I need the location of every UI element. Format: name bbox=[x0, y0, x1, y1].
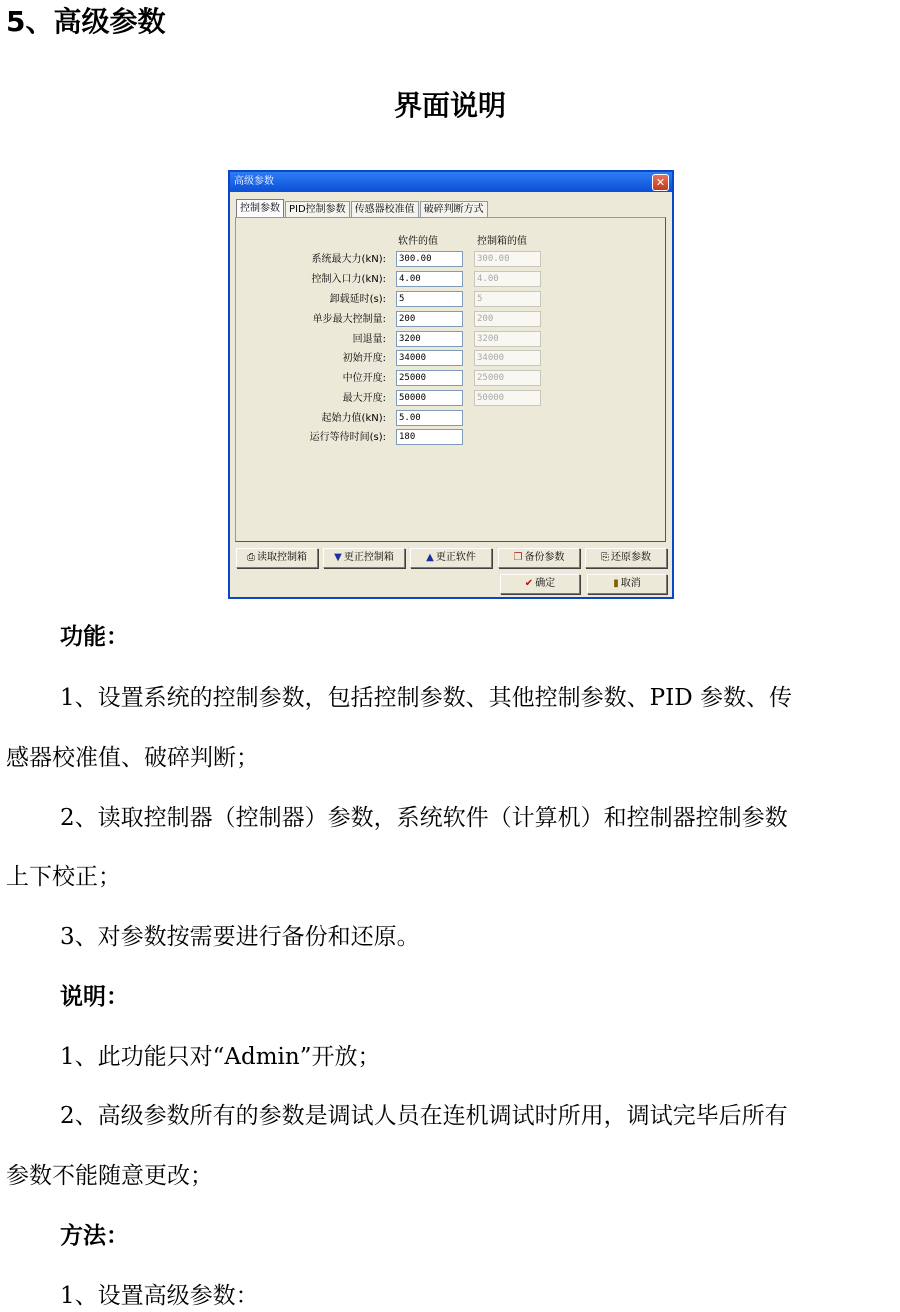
method-heading: 方法： bbox=[60, 1223, 129, 1249]
function-item-1-line-2: 感器校准值、破碎判断； bbox=[6, 745, 259, 771]
software-value-field[interactable]: 200 bbox=[396, 311, 463, 327]
box-value-field: 5 bbox=[474, 291, 541, 307]
software-value-field[interactable]: 3200 bbox=[396, 331, 463, 347]
backup-params-button[interactable] bbox=[498, 548, 580, 568]
param-label: 运行等待时间(s): bbox=[309, 432, 386, 443]
function-item-1-line-1: 1、设置系统的控制参数，包括控制参数、其他控制参数、PID 参数、传 bbox=[60, 685, 792, 711]
tab-pid-params[interactable]: PID控制参数 bbox=[285, 201, 350, 217]
backup-label: 备份参数 bbox=[524, 552, 565, 563]
col-box-header: 控制箱的值 bbox=[477, 236, 527, 247]
backup-icon: ❐ bbox=[513, 552, 523, 563]
ok-label: 确定 bbox=[535, 578, 556, 589]
method-item-1: 1、设置高级参数： bbox=[60, 1283, 259, 1309]
param-label: 最大开度: bbox=[342, 393, 386, 404]
function-heading: 功能： bbox=[60, 624, 129, 650]
software-value-field[interactable]: 5 bbox=[396, 291, 463, 307]
note-item-2-line-1: 2、高级参数所有的参数是调试人员在连机调试时所用，调试完毕后所有 bbox=[60, 1103, 788, 1129]
subtitle: 界面说明 bbox=[393, 89, 506, 122]
software-value-field[interactable]: 180 bbox=[396, 429, 463, 445]
box-value-field: 25000 bbox=[474, 370, 541, 386]
arrow-down-icon: ▼ bbox=[334, 552, 342, 563]
section-title: 5、高级参数 bbox=[6, 5, 166, 38]
tab-strip bbox=[236, 199, 489, 217]
software-value-field[interactable]: 25000 bbox=[396, 370, 463, 386]
box-value-field: 300.00 bbox=[474, 251, 541, 267]
function-item-3: 3、对参数按需要进行备份和还原。 bbox=[60, 924, 420, 950]
printer-icon: ⎙ bbox=[247, 552, 255, 563]
tab-sensor-calibration[interactable]: 传感器校准值 bbox=[351, 201, 419, 217]
read-box-label: 读取控制箱 bbox=[257, 552, 307, 563]
param-label: 中位开度: bbox=[342, 373, 386, 384]
close-icon[interactable]: ✕ bbox=[652, 174, 669, 191]
note-item-1: 1、此功能只对“Admin”开放； bbox=[60, 1044, 381, 1070]
cancel-label: 取消 bbox=[620, 578, 641, 589]
software-value-field[interactable]: 34000 bbox=[396, 350, 463, 366]
door-exit-icon: ▮ bbox=[613, 578, 619, 589]
function-item-2-line-1: 2、读取控制器（控制器）参数，系统软件（计算机）和控制器控制参数 bbox=[60, 805, 788, 831]
box-value-field: 34000 bbox=[474, 350, 541, 366]
box-value-field: 3200 bbox=[474, 331, 541, 347]
param-label: 起始力值(kN): bbox=[321, 413, 386, 424]
fix-software-button[interactable] bbox=[410, 548, 492, 568]
read-box-button[interactable] bbox=[236, 548, 318, 568]
software-value-field[interactable]: 4.00 bbox=[396, 271, 463, 287]
software-value-field[interactable]: 300.00 bbox=[396, 251, 463, 267]
dialog-title: 高级参数 bbox=[234, 176, 274, 187]
restore-icon: ⎘ bbox=[601, 552, 609, 563]
dialog-titlebar[interactable] bbox=[230, 172, 672, 192]
tab-panel bbox=[235, 217, 666, 542]
box-value-field: 50000 bbox=[474, 390, 541, 406]
tab-break-judgement[interactable]: 破碎判断方式 bbox=[420, 201, 488, 217]
param-label: 回退量: bbox=[352, 334, 386, 345]
fix-box-label: 更正控制箱 bbox=[343, 552, 394, 563]
cancel-button[interactable] bbox=[587, 574, 667, 594]
software-value-field[interactable]: 50000 bbox=[396, 390, 463, 406]
ok-button[interactable] bbox=[500, 574, 580, 594]
checkmark-icon: ✔ bbox=[524, 578, 534, 589]
restore-params-button[interactable] bbox=[585, 548, 667, 568]
param-label: 卸载延时(s): bbox=[329, 294, 386, 305]
param-label: 系统最大力(kN): bbox=[311, 254, 386, 265]
fix-software-label: 更正软件 bbox=[435, 552, 476, 563]
param-label: 单步最大控制量: bbox=[312, 314, 386, 325]
fix-box-button[interactable] bbox=[323, 548, 405, 568]
note-heading: 说明： bbox=[60, 984, 129, 1010]
restore-label: 还原参数 bbox=[611, 552, 651, 563]
function-item-2-line-2: 上下校正； bbox=[6, 864, 121, 890]
col-software-header: 软件的值 bbox=[398, 236, 438, 247]
software-value-field[interactable]: 5.00 bbox=[396, 410, 463, 426]
param-label: 初始开度: bbox=[342, 353, 386, 364]
box-value-field: 200 bbox=[474, 311, 541, 327]
arrow-up-icon: ▲ bbox=[426, 552, 434, 563]
tab-control-params[interactable]: 控制参数 bbox=[236, 199, 284, 217]
note-item-2-line-2: 参数不能随意更改； bbox=[6, 1163, 213, 1189]
box-value-field: 4.00 bbox=[474, 271, 541, 287]
param-label: 控制入口力(kN): bbox=[311, 274, 386, 285]
advanced-params-dialog bbox=[228, 170, 674, 599]
